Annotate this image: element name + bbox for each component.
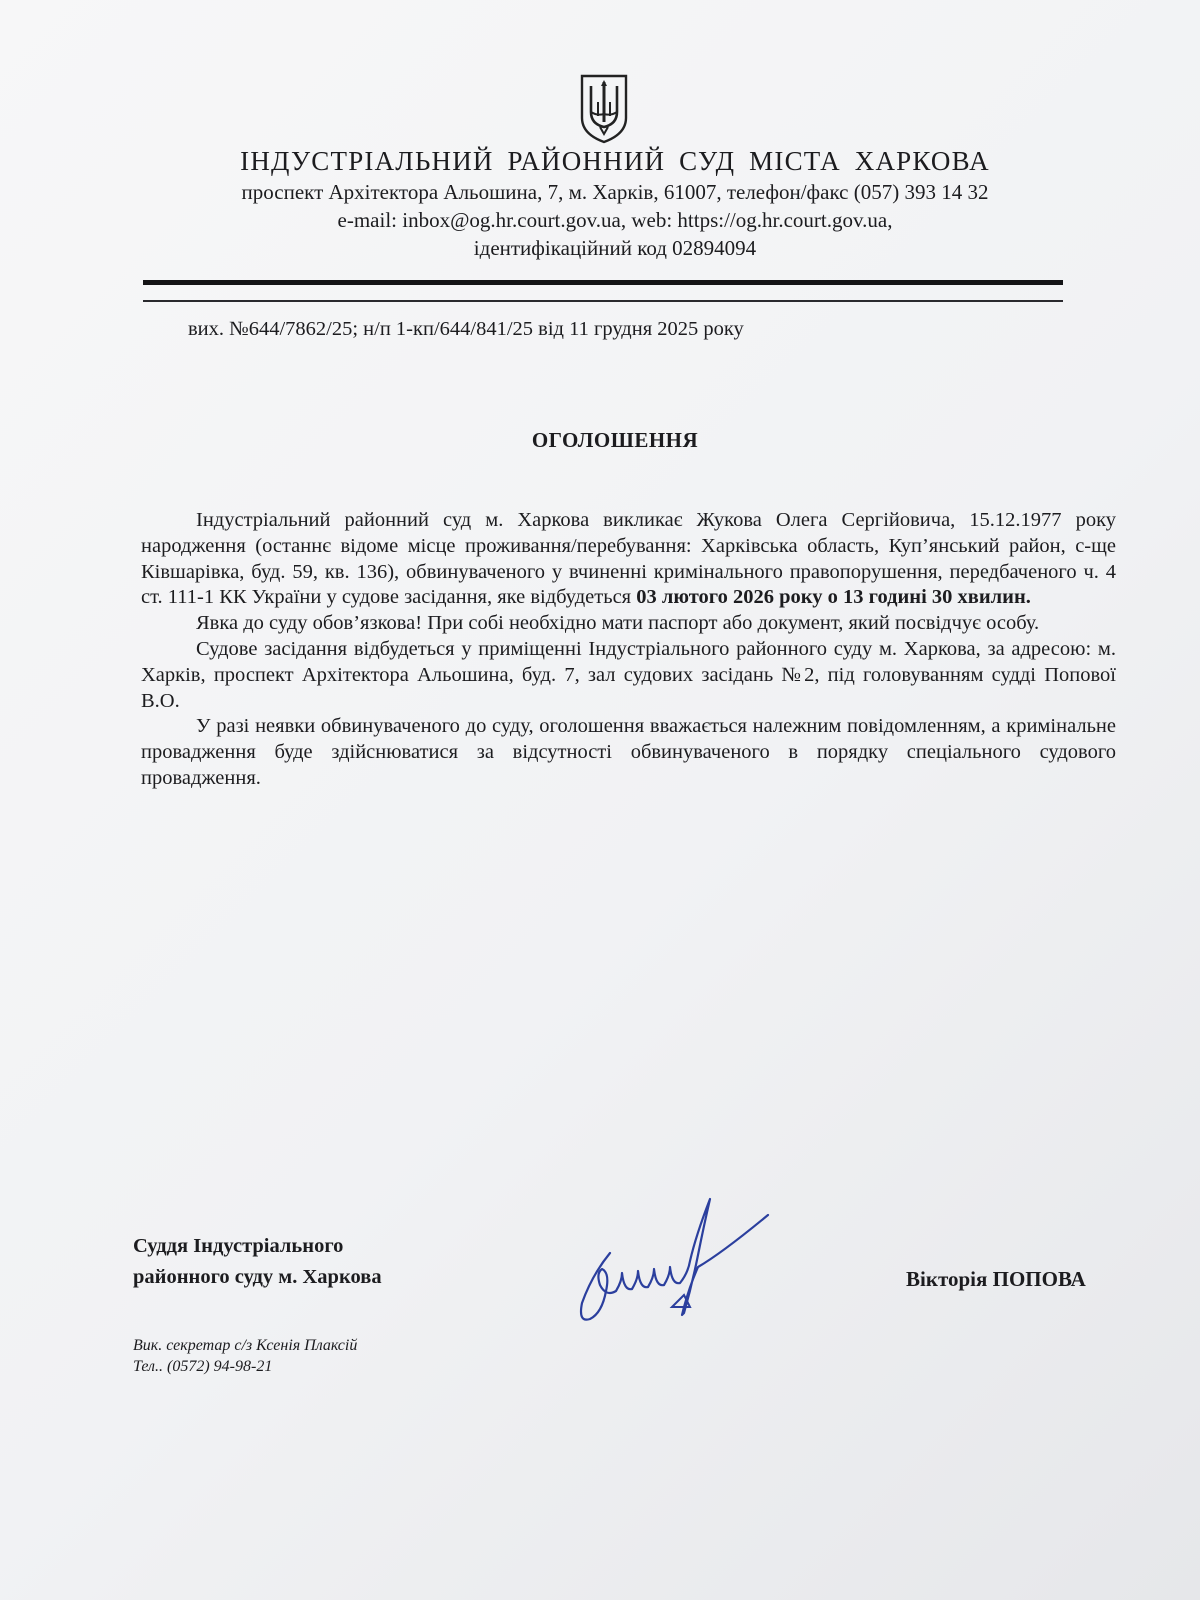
paragraph-location: Судове засідання відбудеться у приміщенні Індустріального районного суду м. Харкова, за адресою: м. Харків, проспект Архітектора Альошина, буд. 7, зал судових засідань №2, під головуванням судді Попової В.О. xyxy=(141,637,1116,712)
paragraph-consequences: У разі неявки обвинуваченого до суду, оголошення вважається належним повідомленням, а кримінальне провадження буде здійснюватися за відсутності обвинуваченого в порядку спеціального судового провадження. xyxy=(141,715,1116,789)
hearing-datetime: 03 лютого 2026 року о 13 годині 30 хвилин. xyxy=(636,586,1031,609)
judge-title xyxy=(133,1231,382,1293)
court-name: ІНДУСТРІАЛЬНИЙ РАЙОННИЙ СУД МІСТА ХАРКОВА xyxy=(240,146,990,176)
signer-name: Вікторія ПОПОВА xyxy=(906,1267,1086,1291)
paragraph-attendance: Явка до суду обов’язкова! При собі необхідно мати паспорт або документ, який посвідчує особу. xyxy=(196,612,1040,635)
outgoing-reference: вих. №644/7862/25; н/п 1-кп/644/841/25 від 11 грудня 2025 року xyxy=(188,318,744,340)
executor-name: Вик. секретар с/з Ксенія Плаксій xyxy=(133,1337,358,1354)
paragraph-summons xyxy=(141,508,1116,611)
court-contacts: e-mail: inbox@og.hr.court.gov.ua, web: https://og.hr.court.gov.ua, xyxy=(337,208,893,232)
trident-icon xyxy=(578,72,630,144)
announcement-body xyxy=(141,508,1116,792)
executor-phone: Тел.. (0572) 94-98-21 xyxy=(133,1358,273,1375)
handwritten-signature xyxy=(572,1195,792,1345)
court-id-code: ідентифікаційний код 02894094 xyxy=(473,236,757,260)
judge-title-line2: районного суду м. Харкова xyxy=(133,1266,382,1288)
header-divider-thick xyxy=(143,280,1063,285)
executor-info xyxy=(133,1335,357,1377)
header-divider-thin xyxy=(143,300,1063,302)
court-address: проспект Архітектора Альошина, 7, м. Харків, 61007, телефон/факс (057) 393 14 32 xyxy=(241,180,989,204)
document-title: ОГОЛОШЕННЯ xyxy=(531,428,699,452)
judge-title-line1: Суддя Індустріального xyxy=(133,1235,344,1257)
summons-text: Індустріальний районний суд м. Харкова викликає Жукова Олега Сергійовича, 15.12.1977 року народження (останнє відоме місце проживання/перебування: Харківська область, Куп’янський район, с-ще Ківшарівка, буд. 59, кв. 136), обвинуваченого у вчиненні кримінального правопорушення, передбаченого ч. 4 ст. 111-1 КК України у судове засідання, яке відбудеться xyxy=(141,509,1116,609)
